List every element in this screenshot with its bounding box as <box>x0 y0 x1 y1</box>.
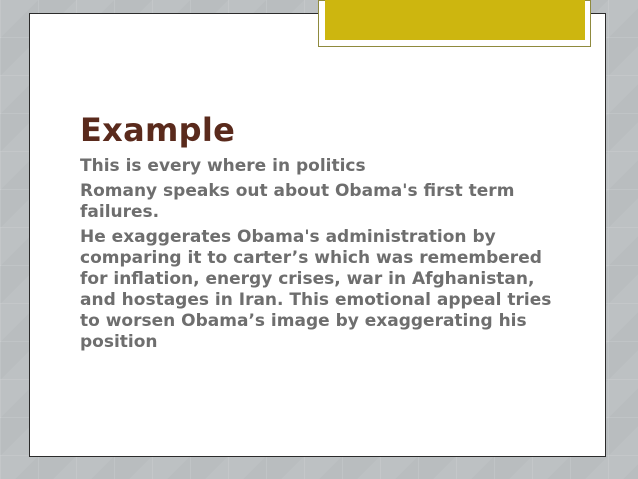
slide-title: Example <box>80 111 236 149</box>
accent-bar <box>325 0 585 40</box>
slide-content <box>80 110 560 357</box>
bullet-line: Romany speaks out about Obama's first term failures. <box>80 181 515 222</box>
bullet-line: This is every where in politics <box>80 156 366 176</box>
bullet-list <box>80 156 560 353</box>
bullet-line: He exaggerates Obama's administration by comparing it to carter’s which was remembered for inflation, energy crises, war in Afghanistan, and hostages in Iran. This emotional appeal tries to worsen Obama’s image by exaggerating his position <box>80 227 552 352</box>
